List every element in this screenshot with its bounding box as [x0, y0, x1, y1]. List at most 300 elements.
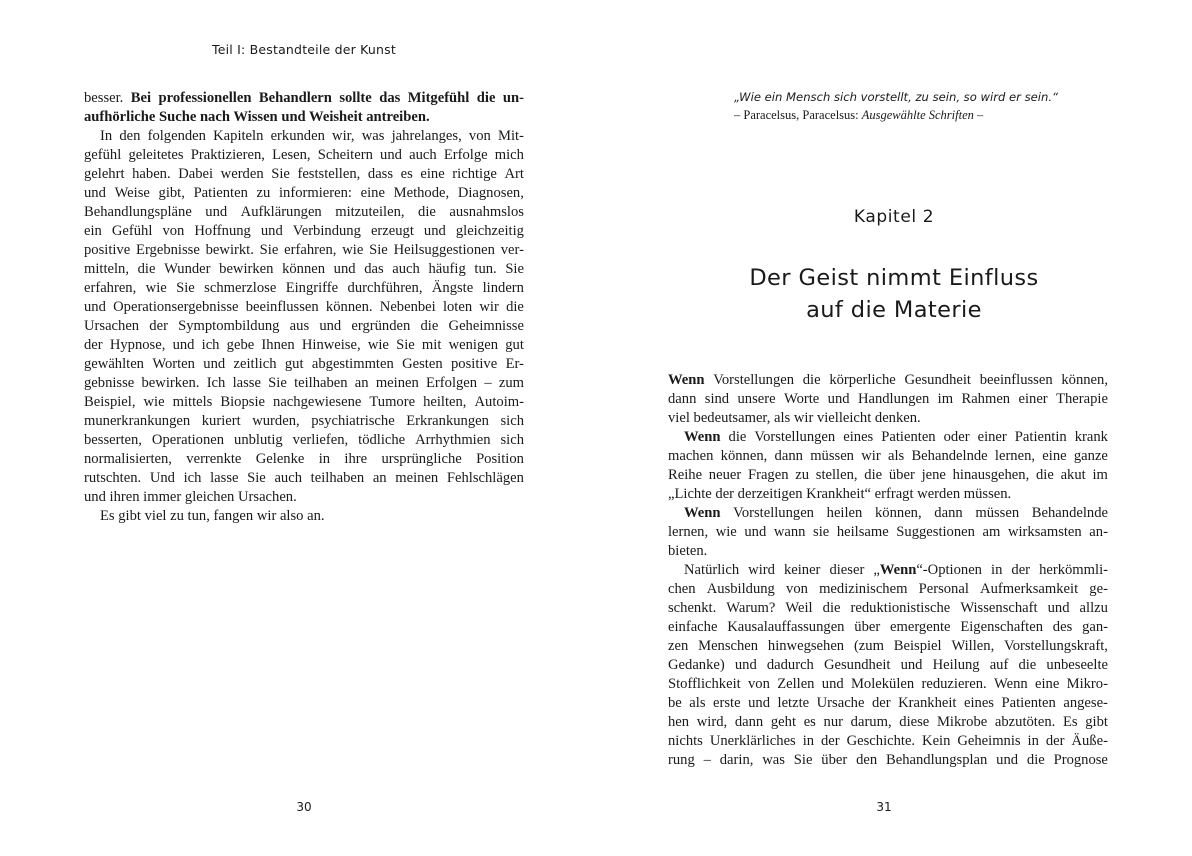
- word: als: [887, 448, 905, 464]
- text-line: [668, 428, 1108, 447]
- word: Scheitern: [317, 147, 373, 163]
- word: normalisierten,: [84, 451, 172, 467]
- word: Methode,: [393, 185, 450, 201]
- word: –: [703, 752, 711, 768]
- word: gan-: [1082, 619, 1108, 635]
- word: wie: [715, 524, 737, 540]
- word: Position: [476, 451, 524, 467]
- word: die: [1018, 657, 1037, 673]
- text-line: [84, 89, 524, 108]
- word: darum,: [850, 714, 892, 730]
- word: Erfolgen: [426, 375, 478, 391]
- word: Unerklärliches: [709, 733, 796, 749]
- word: gleichzeitig: [455, 223, 524, 239]
- word: folgenden: [147, 128, 206, 144]
- word: auch: [274, 470, 303, 486]
- word: wirksamsten: [1007, 524, 1082, 540]
- word: hen: [668, 714, 690, 730]
- word: und: [748, 695, 770, 711]
- word: Behandlern: [258, 90, 332, 106]
- word: teilhaben: [310, 470, 365, 486]
- word: beeinflussen: [979, 372, 1053, 388]
- word: Autoim-: [474, 394, 524, 410]
- word: körperliche: [829, 372, 896, 388]
- word: die: [476, 90, 496, 106]
- text-line: [84, 374, 524, 393]
- text-line: [668, 656, 1108, 675]
- word: wir: [479, 299, 499, 315]
- text-line: [668, 504, 1108, 523]
- word: Eigenschaften: [960, 619, 1043, 635]
- word: die: [137, 261, 156, 277]
- word: Warum?: [726, 600, 776, 616]
- word: Geschichte.: [846, 733, 916, 749]
- word: wie: [143, 394, 165, 410]
- word: abgestimmten: [311, 356, 394, 372]
- text-line: [84, 127, 524, 146]
- word: eine: [420, 166, 445, 182]
- text-line: [84, 450, 524, 469]
- word: die: [506, 299, 524, 315]
- word: geleitetes: [128, 147, 184, 163]
- word: tun.: [474, 261, 497, 277]
- word: Handlungen: [857, 391, 930, 407]
- word: in: [1027, 733, 1039, 749]
- text-line: [668, 732, 1108, 751]
- word: abzutöten.: [994, 714, 1056, 730]
- word: Sie: [396, 337, 415, 353]
- word: unsere: [737, 391, 776, 407]
- word: Fragen: [747, 467, 789, 483]
- word: Dabei: [178, 166, 214, 182]
- word: die: [1026, 752, 1045, 768]
- word: als: [689, 695, 706, 711]
- text-line: [84, 279, 524, 298]
- word: nur: [823, 714, 843, 730]
- text-line: Es gibt viel zu tun, fangen wir also an.: [100, 508, 325, 524]
- word: Vorstellungen: [713, 372, 795, 388]
- word: den: [119, 128, 141, 144]
- word: mich: [494, 147, 524, 163]
- word: be: [668, 695, 682, 711]
- word: informieren:: [279, 185, 352, 201]
- word: Krankheit: [898, 695, 957, 711]
- word: eine: [1035, 676, 1060, 692]
- word: müssen: [975, 505, 1020, 521]
- word: dann: [668, 391, 697, 407]
- word: gut: [284, 356, 304, 372]
- word: herkömmli-: [1039, 562, 1108, 578]
- word: von: [748, 676, 770, 692]
- text-line: [668, 580, 1108, 599]
- text-line: [668, 466, 1108, 485]
- epigraph-quote: „Wie ein Mensch sich vorstellt, zu sein, so wird er sein.“: [734, 90, 1059, 104]
- word: geht: [770, 714, 797, 730]
- word: lasse: [232, 375, 261, 391]
- word: häufig: [428, 261, 466, 277]
- word: neuer: [708, 467, 742, 483]
- word: erkunden: [270, 128, 325, 144]
- word: einer: [977, 429, 1007, 445]
- word: psychiatrische: [311, 413, 395, 429]
- word: Operationsergebnisse: [113, 299, 239, 315]
- word: ge-: [1089, 581, 1108, 597]
- word: keiner: [783, 562, 821, 578]
- word: Personal: [918, 581, 969, 597]
- word: an-: [1089, 524, 1108, 540]
- text-line: viel bedeutsamer, als wir vielleicht denken.: [668, 410, 921, 426]
- word: es: [400, 166, 413, 182]
- word: Heilung: [932, 657, 980, 673]
- chapter-label: Kapitel 2: [853, 207, 935, 227]
- epigraph: [734, 88, 1059, 125]
- word: stellen,: [815, 467, 858, 483]
- word: erfahren,: [284, 242, 337, 258]
- word: zum: [498, 375, 524, 391]
- word: im: [937, 391, 954, 407]
- word: Ursachen: [84, 318, 140, 334]
- word: von: [468, 128, 491, 144]
- word: Patienten: [881, 429, 936, 445]
- word: Wissenschaft: [960, 600, 1038, 616]
- word: können.: [325, 299, 373, 315]
- text-line: [84, 355, 524, 374]
- text-line: [668, 599, 1108, 618]
- word: hinausgehen,: [952, 467, 1030, 483]
- page-number: 30: [296, 800, 312, 814]
- word: professionellen: [158, 90, 252, 106]
- word: ausnahmslos: [449, 204, 524, 220]
- word: der: [84, 337, 103, 353]
- word: Stofflichkeit: [668, 676, 741, 692]
- word: Sie: [259, 242, 279, 258]
- word: diese: [899, 714, 930, 730]
- word: Erkrankungen: [406, 413, 489, 429]
- word: wir: [861, 448, 881, 464]
- word: wie: [342, 242, 364, 258]
- word: unbeseelte: [1046, 657, 1108, 673]
- word: hinwegsehen: [767, 638, 845, 654]
- word: ich: [183, 470, 202, 486]
- word: eines: [843, 429, 874, 445]
- word: Gesundheit: [823, 657, 891, 673]
- word: meinen: [375, 375, 419, 391]
- word: Willen,: [951, 638, 995, 654]
- word: und: [423, 223, 446, 239]
- word: können,: [1061, 372, 1108, 388]
- word: und: [900, 657, 923, 673]
- word: über: [821, 752, 848, 768]
- word: und: [734, 657, 757, 673]
- word: Kapiteln: [213, 128, 264, 144]
- text-line: [84, 298, 524, 317]
- word: die: [822, 600, 841, 616]
- word: von: [786, 581, 808, 597]
- word: besserten,: [84, 432, 142, 448]
- word: Patienten: [193, 185, 248, 201]
- word: gibt,: [158, 185, 185, 201]
- word: allzu: [1079, 600, 1108, 616]
- word: Zellen: [777, 676, 815, 692]
- word: Er-: [505, 356, 524, 372]
- word: wurden,: [252, 413, 300, 429]
- word: kuriert: [201, 413, 241, 429]
- word: der: [149, 318, 168, 334]
- word: gewählten: [84, 356, 144, 372]
- word: Aufmerksamkeit: [980, 581, 1079, 597]
- word: –: [484, 375, 492, 391]
- word: lindern: [482, 280, 524, 296]
- word: Behandlungspläne: [84, 204, 192, 220]
- word: Kein: [922, 733, 951, 749]
- word: Patienten: [1001, 695, 1056, 711]
- word: was: [762, 752, 785, 768]
- word: erfahren,: [84, 280, 137, 296]
- word: ihre: [344, 451, 368, 467]
- word: Reihe: [668, 467, 703, 483]
- word: zen: [668, 638, 689, 654]
- word: tödliche: [358, 432, 406, 448]
- word: und: [319, 318, 342, 334]
- word: Sie: [176, 280, 195, 296]
- word: Suggestionen: [896, 524, 975, 540]
- epigraph-source: – Paracelsus, Paracelsus: Ausgewählte Schriften –: [734, 108, 984, 122]
- word: und: [1047, 600, 1070, 616]
- word: rutschten.: [84, 470, 142, 486]
- word: die: [418, 204, 436, 220]
- word: sollte: [339, 90, 372, 106]
- word: wie: [145, 280, 167, 296]
- word: ein: [84, 223, 102, 239]
- word: einfache: [668, 619, 718, 635]
- word: Mikrobe: [936, 714, 988, 730]
- word: wie: [367, 337, 389, 353]
- text-line: [668, 618, 1108, 637]
- word: nichts: [668, 733, 703, 749]
- word: die: [420, 318, 439, 334]
- word: den: [856, 752, 878, 768]
- word: schmerzlose: [204, 280, 277, 296]
- word: aus: [289, 318, 310, 334]
- word: „Wenn“-Optionen: [873, 562, 982, 578]
- word: Bei: [130, 90, 152, 106]
- word: Und: [149, 470, 175, 486]
- word: wird: [748, 562, 775, 578]
- word: Wunder: [164, 261, 211, 277]
- text-line: [668, 694, 1108, 713]
- word: mit: [421, 337, 442, 353]
- word: und: [827, 391, 850, 407]
- word: verliefen,: [292, 432, 349, 448]
- word: bewirken.: [141, 375, 200, 391]
- word: machen: [668, 448, 714, 464]
- text-line: [84, 222, 524, 241]
- word: und: [203, 356, 226, 372]
- text-line: aufhörliche Suche nach Wissen und Weisheit antreiben.: [84, 109, 430, 125]
- word: Symptombildung: [178, 318, 280, 334]
- word: Ursache: [816, 695, 865, 711]
- word: dass: [367, 166, 394, 182]
- word: wann: [773, 524, 806, 540]
- word: gibt: [1085, 714, 1108, 730]
- word: und: [205, 204, 228, 220]
- word: und: [744, 524, 767, 540]
- page-number: 31: [876, 800, 892, 814]
- word: loten: [442, 299, 473, 315]
- word: Vorstellungen: [733, 505, 814, 521]
- text-line: [84, 165, 524, 184]
- word: heilten,: [423, 394, 467, 410]
- word: können,: [720, 448, 768, 464]
- word: Ihnen: [261, 337, 295, 353]
- word: ergründen: [351, 318, 411, 334]
- word: meinen: [395, 470, 439, 486]
- word: Weise: [114, 185, 150, 201]
- word: nachgewiesene: [273, 394, 362, 410]
- word: feststellen,: [297, 166, 361, 182]
- word: es: [803, 714, 816, 730]
- word: über: [888, 467, 915, 483]
- word: haben.: [132, 166, 171, 182]
- text-line: [668, 390, 1108, 409]
- word: gut: [505, 337, 524, 353]
- word: zeitlich: [233, 356, 277, 372]
- word: lasse: [210, 470, 239, 486]
- word: Vorstellungen: [754, 429, 836, 445]
- word: auch: [409, 147, 437, 163]
- word: sind: [704, 391, 730, 407]
- word: von: [162, 223, 185, 239]
- word: Weil: [785, 600, 813, 616]
- text-line: [84, 469, 524, 488]
- word: gebnisse: [84, 375, 135, 391]
- word: Menschen: [698, 638, 759, 654]
- word: erzeugt: [370, 223, 414, 239]
- word: gebe: [226, 337, 255, 353]
- word: sich: [500, 413, 524, 429]
- text-line: [668, 523, 1108, 542]
- word: emergente: [890, 619, 951, 635]
- word: Praktizieren,: [190, 147, 265, 163]
- word: Art: [504, 166, 524, 182]
- word: ich: [201, 337, 220, 353]
- word: Patientin: [1014, 429, 1067, 445]
- word: Beispiel,: [84, 394, 136, 410]
- word: Äuße-: [1071, 733, 1108, 749]
- word: Mit-: [497, 128, 524, 144]
- word: durchführen,: [347, 280, 423, 296]
- word: wird,: [696, 714, 728, 730]
- word: Geheimnis: [957, 733, 1021, 749]
- word: und: [84, 299, 106, 315]
- word: Hinweise,: [301, 337, 361, 353]
- word: an: [372, 470, 387, 486]
- word: Wenn: [684, 429, 721, 445]
- word: die: [1035, 467, 1054, 483]
- word: und: [996, 752, 1019, 768]
- word: letzte: [777, 695, 810, 711]
- word: das: [364, 261, 384, 277]
- word: Wenn: [668, 372, 705, 388]
- word: krank: [1074, 429, 1108, 445]
- word: bewirkt.: [205, 242, 254, 258]
- word: richtige: [452, 166, 497, 182]
- word: Fehlschlägen: [446, 470, 524, 486]
- word: unblutig: [234, 432, 283, 448]
- word: Ergebnisse: [136, 242, 200, 258]
- word: mitzuteilen,: [335, 204, 405, 220]
- word: Eingriffe: [285, 280, 339, 296]
- word: Hoffnung: [194, 223, 251, 239]
- word: Worte: [783, 391, 820, 407]
- word: eine: [360, 185, 385, 201]
- word: munerkrankungen: [84, 413, 191, 429]
- word: Biopsie: [220, 394, 265, 410]
- word: Rahmen: [961, 391, 1011, 407]
- word: eines: [964, 695, 994, 711]
- text-line: [84, 336, 524, 355]
- text-line: [84, 203, 524, 222]
- word: des: [1052, 619, 1073, 635]
- word: wir,: [332, 128, 355, 144]
- text-line: [668, 561, 1108, 580]
- word: Prognose: [1053, 752, 1108, 768]
- word: Kausalauffassungen: [727, 619, 845, 635]
- word: zu: [795, 467, 810, 483]
- word: Arrhythmien: [415, 432, 491, 448]
- word: Worten: [152, 356, 195, 372]
- word: dann: [934, 505, 963, 521]
- word: Sie: [268, 375, 287, 391]
- word: Beispiel: [893, 638, 942, 654]
- text-line: [668, 447, 1108, 466]
- text-line: [668, 371, 1108, 390]
- word: Operationen: [151, 432, 225, 448]
- text-line: [668, 751, 1108, 770]
- word: Ängste: [431, 280, 474, 296]
- word: Behandelnde: [1031, 505, 1108, 521]
- word: Tumore: [369, 394, 416, 410]
- running-head: Teil I: Bestandteile der Kunst: [212, 42, 396, 57]
- word: Nebenbei: [379, 299, 436, 315]
- word: lernen,: [994, 448, 1036, 464]
- word: ver-: [500, 242, 524, 258]
- word: auch: [392, 261, 420, 277]
- text-line: [84, 317, 524, 336]
- word: dann: [734, 714, 764, 730]
- word: Mitgefühl: [407, 90, 470, 106]
- word: reduktionistische: [850, 600, 951, 616]
- word: medizinischem: [819, 581, 908, 597]
- word: Gedanke): [668, 657, 725, 673]
- word: am: [982, 524, 1001, 540]
- word: in: [802, 733, 815, 749]
- word: wenigen: [448, 337, 499, 353]
- word: die: [802, 372, 821, 388]
- word: Diagnosen,: [457, 185, 524, 201]
- word: und: [260, 223, 283, 239]
- word: bewirken: [219, 261, 274, 277]
- word: schenkt.: [668, 600, 717, 616]
- word: gefühl: [84, 147, 122, 163]
- word: und: [84, 185, 106, 201]
- word: In: [100, 128, 113, 144]
- word: an: [354, 375, 369, 391]
- word: beeinflussen: [245, 299, 319, 315]
- word: können,: [875, 505, 922, 521]
- word: und: [821, 676, 844, 692]
- word: auf: [989, 657, 1009, 673]
